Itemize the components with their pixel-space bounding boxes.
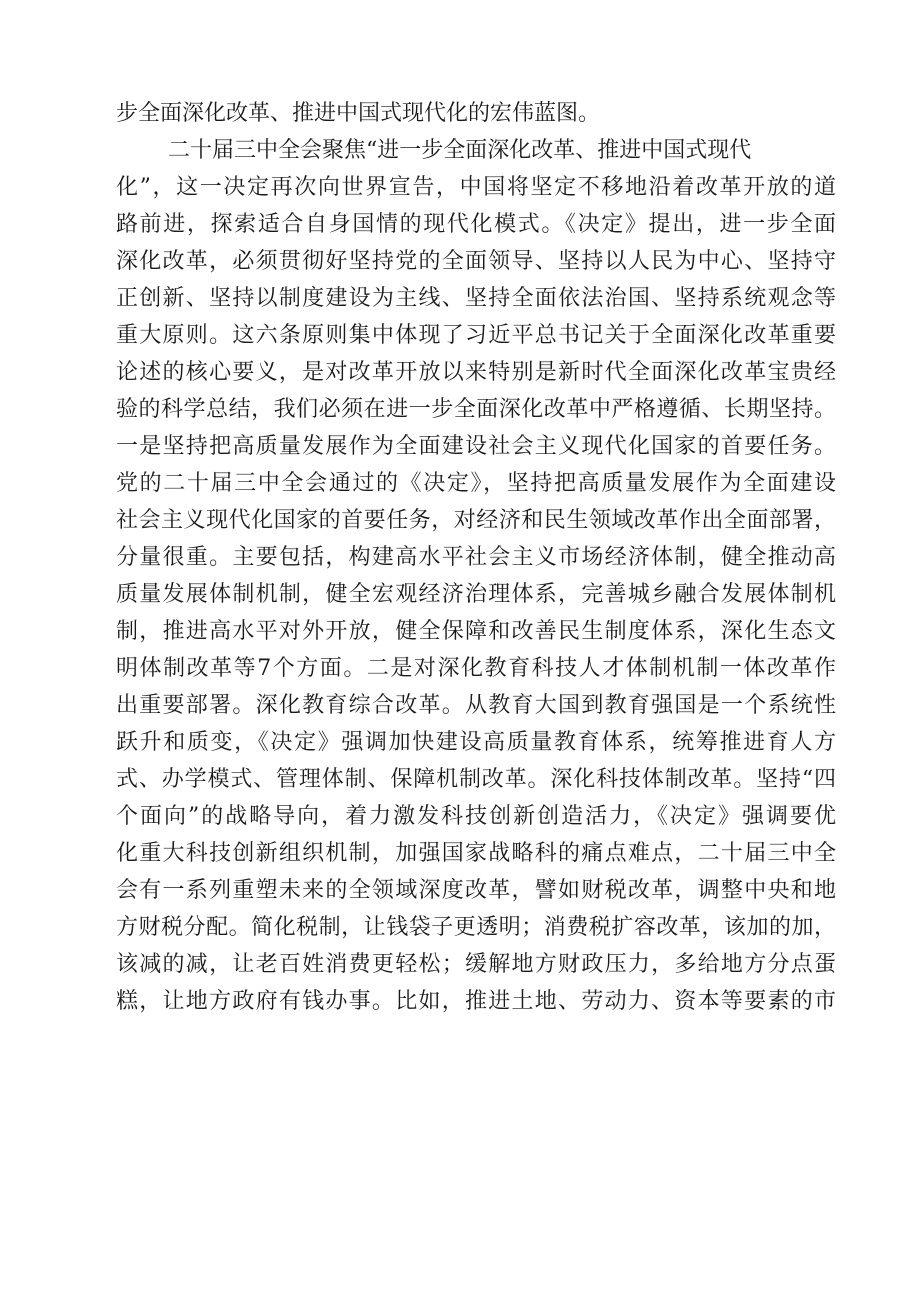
text-line: 个面向”的战略导向，着力激发科技创新创造活力，《决定》强调要优 (116, 804, 836, 829)
text-line: 该减的减，让老百姓消费更轻松；缓解地方财政压力，多给地方分点蛋 (116, 952, 836, 977)
text-line: 深化改革，必须贯彻好坚持党的全面领导、坚持以人民为中心、坚持守 (116, 249, 836, 274)
paragraph-first-line: 二十届三中全会聚焦“进一步全面深化改革、推进中国式现代 (168, 138, 752, 163)
text-line: 方财税分配。简化税制，让钱袋子更透明；消费税扩容改革，该加的加， (116, 915, 836, 940)
text-line: 验的科学总结，我们必须在进一步全面深化改革中严格遵循、长期坚持。 (116, 397, 836, 422)
text-line: 质量发展体制机制，健全宏观经济治理体系，完善城乡融合发展体制机 (116, 582, 836, 607)
text-line: 论述的核心要义，是对改革开放以来特别是新时代全面深化改革宝贵经 (116, 360, 836, 385)
text-line: 路前进，探索适合自身国情的现代化模式。《决定》提出，进一步全面 (116, 212, 836, 237)
text-line: 会有一系列重塑未来的全领域深度改革，譬如财税改革，调整中央和地 (116, 878, 836, 903)
text-line: 重大原则。这六条原则集中体现了习近平总书记关于全面深化改革重要 (116, 323, 836, 348)
text-line: 出重要部署。深化教育综合改革。从教育大国到教育强国是一个系统性 (116, 693, 836, 718)
text-line: 式、办学模式、管理体制、保障机制改革。深化科技体制改革。坚持“四 (116, 767, 836, 792)
text-line: 明体制改革等7个方面。二是对深化教育科技人才体制机制一体改革作 (116, 656, 836, 681)
text-line: 党的二十届三中全会通过的《决定》，坚持把高质量发展作为全面建设 (116, 471, 836, 496)
text-line: 制，推进高水平对外开放，健全保障和改善民生制度体系，深化生态文 (116, 619, 836, 644)
text-line: 化”，这一决定再次向世界宣告，中国将坚定不移地沿着改革开放的道 (116, 175, 836, 200)
text-line: 糕，让地方政府有钱办事。比如，推进土地、劳动力、资本等要素的市 (116, 989, 836, 1014)
text-line: 一是坚持把高质量发展作为全面建设社会主义现代化国家的首要任务。 (116, 434, 836, 459)
text-line: 化重大科技创新组织机制，加强国家战略科的痛点难点，二十届三中全 (116, 841, 836, 866)
text-line: 正创新、坚持以制度建设为主线、坚持全面依法治国、坚持系统观念等 (116, 286, 836, 311)
text-line: 跃升和质变，《决定》强调加快建设高质量教育体系，统筹推进育人方 (116, 730, 836, 755)
text-line: 社会主义现代化国家的首要任务，对经济和民生领域改革作出全面部署， (116, 508, 836, 533)
text-line: 步全面深化改革、推进中国式现代化的宏伟蓝图。 (116, 101, 601, 126)
text-line: 分量很重。主要包括，构建高水平社会主义市场经济体制，健全推动高 (116, 545, 836, 570)
